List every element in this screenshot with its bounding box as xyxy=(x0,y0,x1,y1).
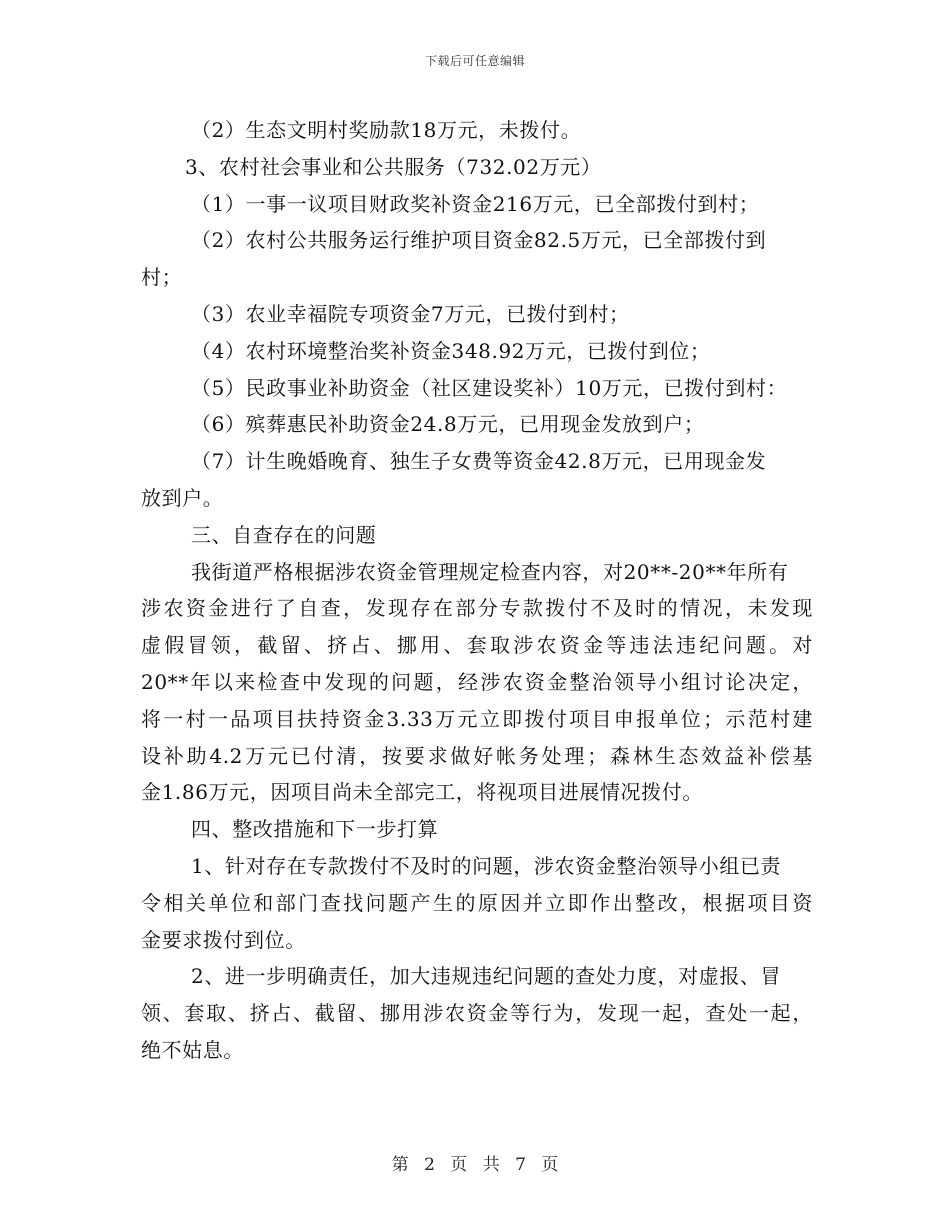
text-line: 放到户。 xyxy=(141,485,224,510)
text-line: 涉农资金进行了自查，发现存在部分专款拨付不及时的情况，未发现 xyxy=(141,596,813,621)
text-line: 绝不姑息。 xyxy=(141,1037,244,1062)
page-header: 下载后可任意编辑 xyxy=(424,54,525,68)
footer-prefix: 第 xyxy=(391,1155,409,1175)
text-line: 1、针对存在专款拨付不及时的问题，涉农资金整治领导小组已责 xyxy=(191,853,782,878)
document-body xyxy=(141,112,813,1069)
page-footer xyxy=(0,1150,950,1175)
text-line: （6）殡葬惠民补助资金24.8万元，已用现金发放到户； xyxy=(191,412,705,437)
text-line: 村； xyxy=(141,265,183,290)
text-line: 设补助4.2万元已付清，按要求做好帐务处理；森林生态效益补偿基 xyxy=(141,743,813,768)
text-line: （4）农村环境整治奖补资金348.92万元，已拨付到位； xyxy=(191,338,711,363)
text-line: 我街道严格根据涉农资金管理规定检查内容，对20**-20**年所有 xyxy=(191,559,789,584)
section-heading: 三、自查存在的问题 xyxy=(191,522,377,547)
text-line: 将一村一品项目扶持资金3.33万元立即拨付项目申报单位；示范村建 xyxy=(141,706,813,731)
text-line: （5）民政事业补助资金（社区建设奖补）10万元，已拨付到村： xyxy=(191,375,788,400)
text-line: 虚假冒领，截留、挤占、挪用、套取涉农资金等违法违纪问题。对 xyxy=(141,633,813,658)
footer-page-label: 页 xyxy=(450,1155,468,1175)
text-line: 3、农村社会事业和公共服务（732.02万元） xyxy=(185,154,602,179)
text-line: 2、进一步明确责任，加大违规违纪问题的查处力度，对虚报、冒 xyxy=(191,964,782,989)
text-line: （1）一事一议项目财政奖补资金216万元，已全部拨付到村； xyxy=(191,191,760,216)
text-line: （7）计生晚婚晚育、独生子女费等资金42.8万元，已用现金发 xyxy=(191,449,767,474)
footer-total-pages: 7 xyxy=(515,1155,526,1175)
footer-total-label: 共 xyxy=(482,1155,500,1175)
text-line: 令相关单位和部门查找问题产生的原因并立即作出整改，根据项目资 xyxy=(141,890,813,915)
text-line: （3）农业幸福院专项资金7万元，已拨付到村； xyxy=(191,301,630,326)
text-line: 金要求拨付到位。 xyxy=(141,927,306,952)
footer-page-number: 2 xyxy=(424,1155,435,1175)
text-line: 金1.86万元，因项目尚未全部完工，将视项目进展情况拨付。 xyxy=(141,780,703,805)
footer-suffix: 页 xyxy=(541,1155,559,1175)
section-heading: 四、整改措施和下一步打算 xyxy=(191,817,439,842)
text-line: 20**年以来检查中发现的问题，经涉农资金整治领导小组讨论决定， xyxy=(141,669,813,694)
text-line: 领、套取、挤占、截留、挪用涉农资金等行为，发现一起，查处一起， xyxy=(141,1001,813,1026)
text-line: （2）农村公共服务运行维护项目资金82.5万元，已全部拨付到 xyxy=(191,228,767,253)
text-line: （2）生态文明村奖励款18万元，未拨付。 xyxy=(191,118,582,142)
